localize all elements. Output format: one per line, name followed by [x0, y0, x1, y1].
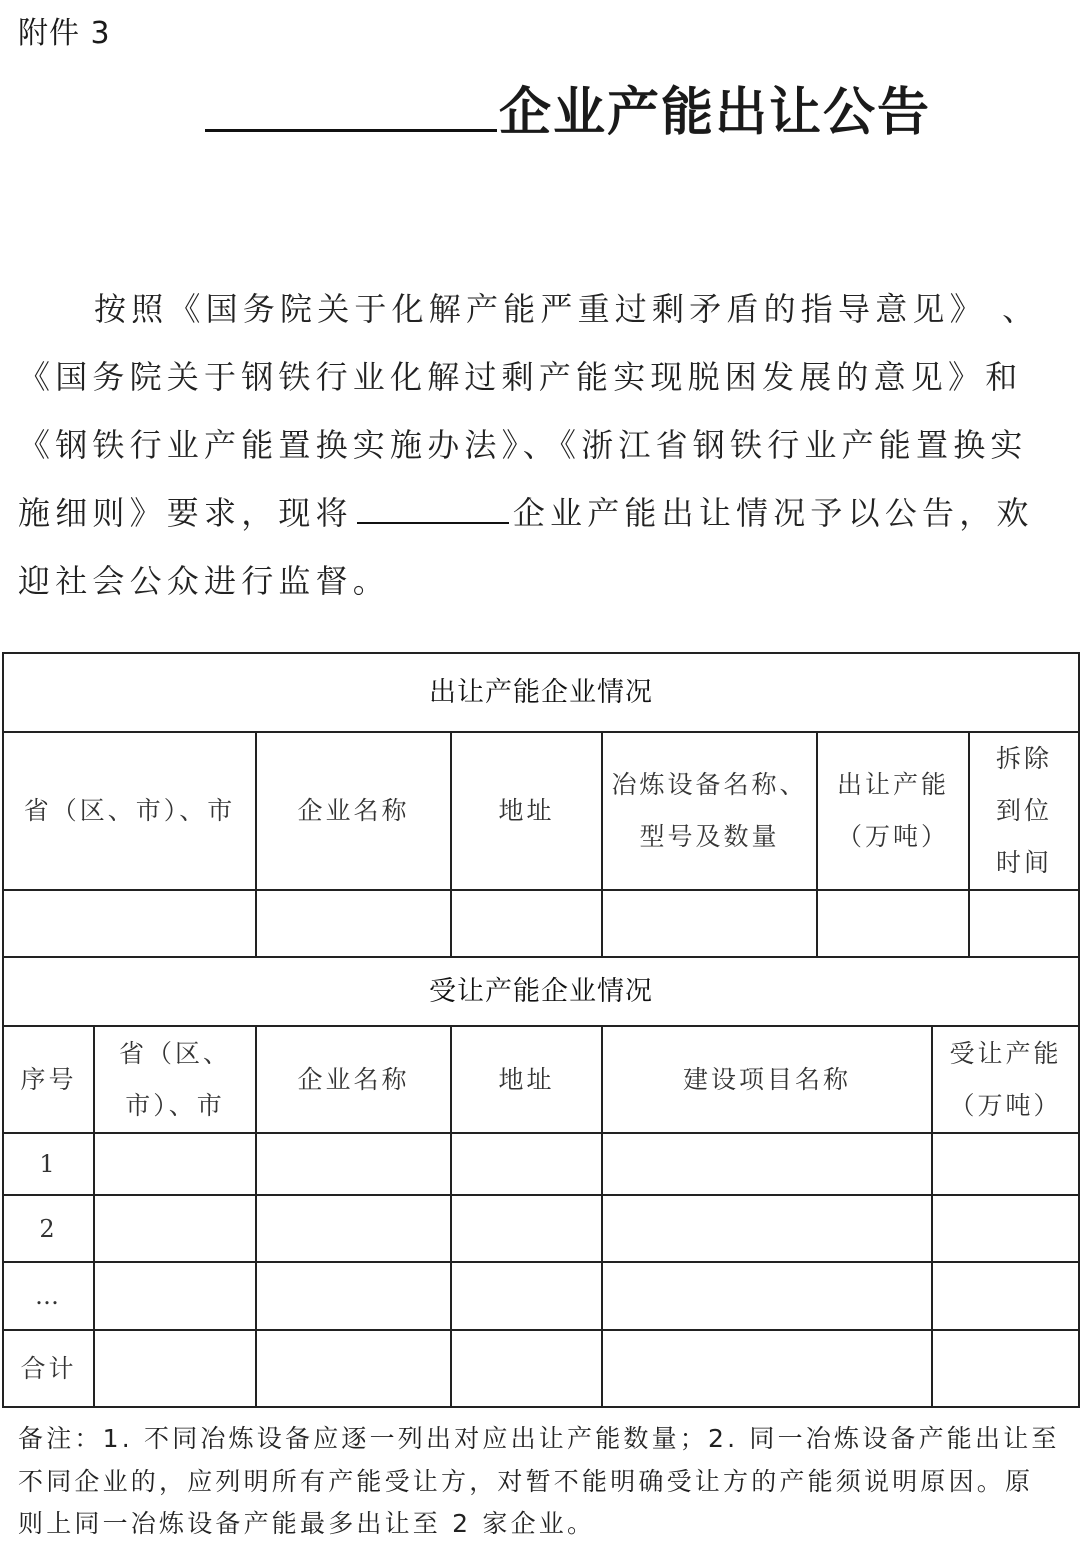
title-block	[205, 70, 965, 143]
cell-in-address[interactable]	[451, 1262, 602, 1330]
intro-line-1: 按照《国务院关于化解产能严重过剩矛盾的指导意见》 、	[94, 290, 1040, 328]
header-in-capacity	[932, 1026, 1079, 1133]
transfer-in-header-row	[3, 1026, 1079, 1133]
intro-line-4	[18, 479, 1068, 547]
remark-line-1: 备注：1. 不同冶炼设备应逐一列出对应出让产能数量；2. 同一冶炼设备产能出让至	[18, 1424, 1060, 1453]
cell-in-company[interactable]	[256, 1133, 451, 1195]
cell-in-address[interactable]	[451, 1195, 602, 1262]
cell-out-address[interactable]	[451, 890, 602, 957]
header-address: 地址	[451, 732, 602, 890]
intro-line-3: 《钢铁行业产能置换实施办法》、《浙江省钢铁行业产能置换实	[18, 426, 1028, 464]
header-project: 建设项目名称	[602, 1026, 932, 1133]
intro-line-4-after: 企业产能出让情况予以公告，欢	[512, 494, 1034, 532]
cell-in-company[interactable]	[256, 1262, 451, 1330]
header-equipment-line-1: 冶炼设备名称、	[611, 770, 808, 799]
header-equipment-line-2: 型号及数量	[639, 822, 780, 851]
page-title: 企业产能出让公告	[499, 82, 932, 143]
cell-in-capacity[interactable]	[932, 1195, 1079, 1262]
intro-line-2: 《国务院关于钢铁行业化解过剩产能实现脱困发展的意见》和	[18, 358, 1023, 396]
header-in-address: 地址	[451, 1026, 602, 1133]
header-demolish-line-1: 拆除	[995, 744, 1052, 773]
table-row	[3, 1133, 1079, 1195]
attachment-label: 附件 3	[18, 16, 111, 51]
header-in-capacity-line-1: 受让产能	[949, 1038, 1062, 1068]
intro-paragraph	[18, 275, 1068, 615]
row-seq: 2	[3, 1195, 94, 1262]
cell-in-capacity[interactable]	[932, 1330, 1079, 1407]
announcement-table	[2, 652, 1080, 1408]
table-row	[3, 1195, 1079, 1262]
remark-line-3: 则上同一冶炼设备产能最多出让至 2 家企业。	[18, 1509, 596, 1538]
remarks	[18, 1418, 1068, 1546]
cell-out-equipment[interactable]	[602, 890, 817, 957]
cell-in-company[interactable]	[256, 1330, 451, 1407]
header-demolish-line-2: 到位	[995, 796, 1052, 825]
remark-line-2: 不同企业的，应列明所有产能受让方，对暂不能明确受让方的产能须说明原因。原	[18, 1466, 1034, 1496]
row-total-label: 合计	[3, 1330, 94, 1407]
table-row	[3, 1262, 1079, 1330]
header-out-capacity-line-2: （万吨）	[836, 822, 949, 851]
header-out-capacity-line-1: 出让产能	[836, 770, 949, 799]
cell-out-company[interactable]	[256, 890, 451, 957]
cell-in-province[interactable]	[94, 1195, 256, 1262]
title-blank-line[interactable]	[205, 129, 497, 132]
transfer-out-section-row	[3, 653, 1079, 732]
transfer-in-section-row	[3, 957, 1079, 1026]
header-demolish-line-3: 时间	[995, 848, 1052, 877]
transfer-out-header-row	[3, 732, 1079, 890]
header-in-capacity-line-2: （万吨）	[949, 1090, 1062, 1120]
total-row	[3, 1330, 1079, 1407]
header-in-province-line-1: 省（区、	[118, 1038, 231, 1068]
header-equipment	[602, 732, 817, 890]
header-in-company: 企业名称	[256, 1026, 451, 1133]
header-seq: 序号	[3, 1026, 94, 1133]
cell-in-province[interactable]	[94, 1330, 256, 1407]
header-in-province-line-2: 市）、市	[125, 1090, 225, 1120]
intro-line-4-before: 施细则》要求，现将	[18, 494, 353, 532]
cell-in-project[interactable]	[602, 1195, 932, 1262]
header-demolish-time	[969, 732, 1079, 890]
cell-in-project[interactable]	[602, 1330, 932, 1407]
header-in-province	[94, 1026, 256, 1133]
cell-in-capacity[interactable]	[932, 1262, 1079, 1330]
cell-out-demolish-time[interactable]	[969, 890, 1079, 957]
cell-in-address[interactable]	[451, 1133, 602, 1195]
cell-in-company[interactable]	[256, 1195, 451, 1262]
cell-in-address[interactable]	[451, 1330, 602, 1407]
header-company: 企业名称	[256, 732, 451, 890]
cell-in-province[interactable]	[94, 1133, 256, 1195]
row-seq: …	[3, 1262, 94, 1330]
intro-line-5: 迎社会公众进行监督。	[18, 562, 391, 600]
transfer-in-section-title: 受让产能企业情况	[3, 957, 1079, 1026]
cell-out-province[interactable]	[3, 890, 256, 957]
cell-in-project[interactable]	[602, 1262, 932, 1330]
cell-in-capacity[interactable]	[932, 1133, 1079, 1195]
company-blank-field[interactable]	[357, 488, 509, 524]
row-seq: 1	[3, 1133, 94, 1195]
header-out-capacity	[817, 732, 969, 890]
transfer-out-data-row	[3, 890, 1079, 957]
transfer-out-section-title: 出让产能企业情况	[3, 653, 1079, 732]
cell-in-project[interactable]	[602, 1133, 932, 1195]
cell-out-capacity[interactable]	[817, 890, 969, 957]
header-province: 省（区、市）、市	[3, 732, 256, 890]
cell-in-province[interactable]	[94, 1262, 256, 1330]
